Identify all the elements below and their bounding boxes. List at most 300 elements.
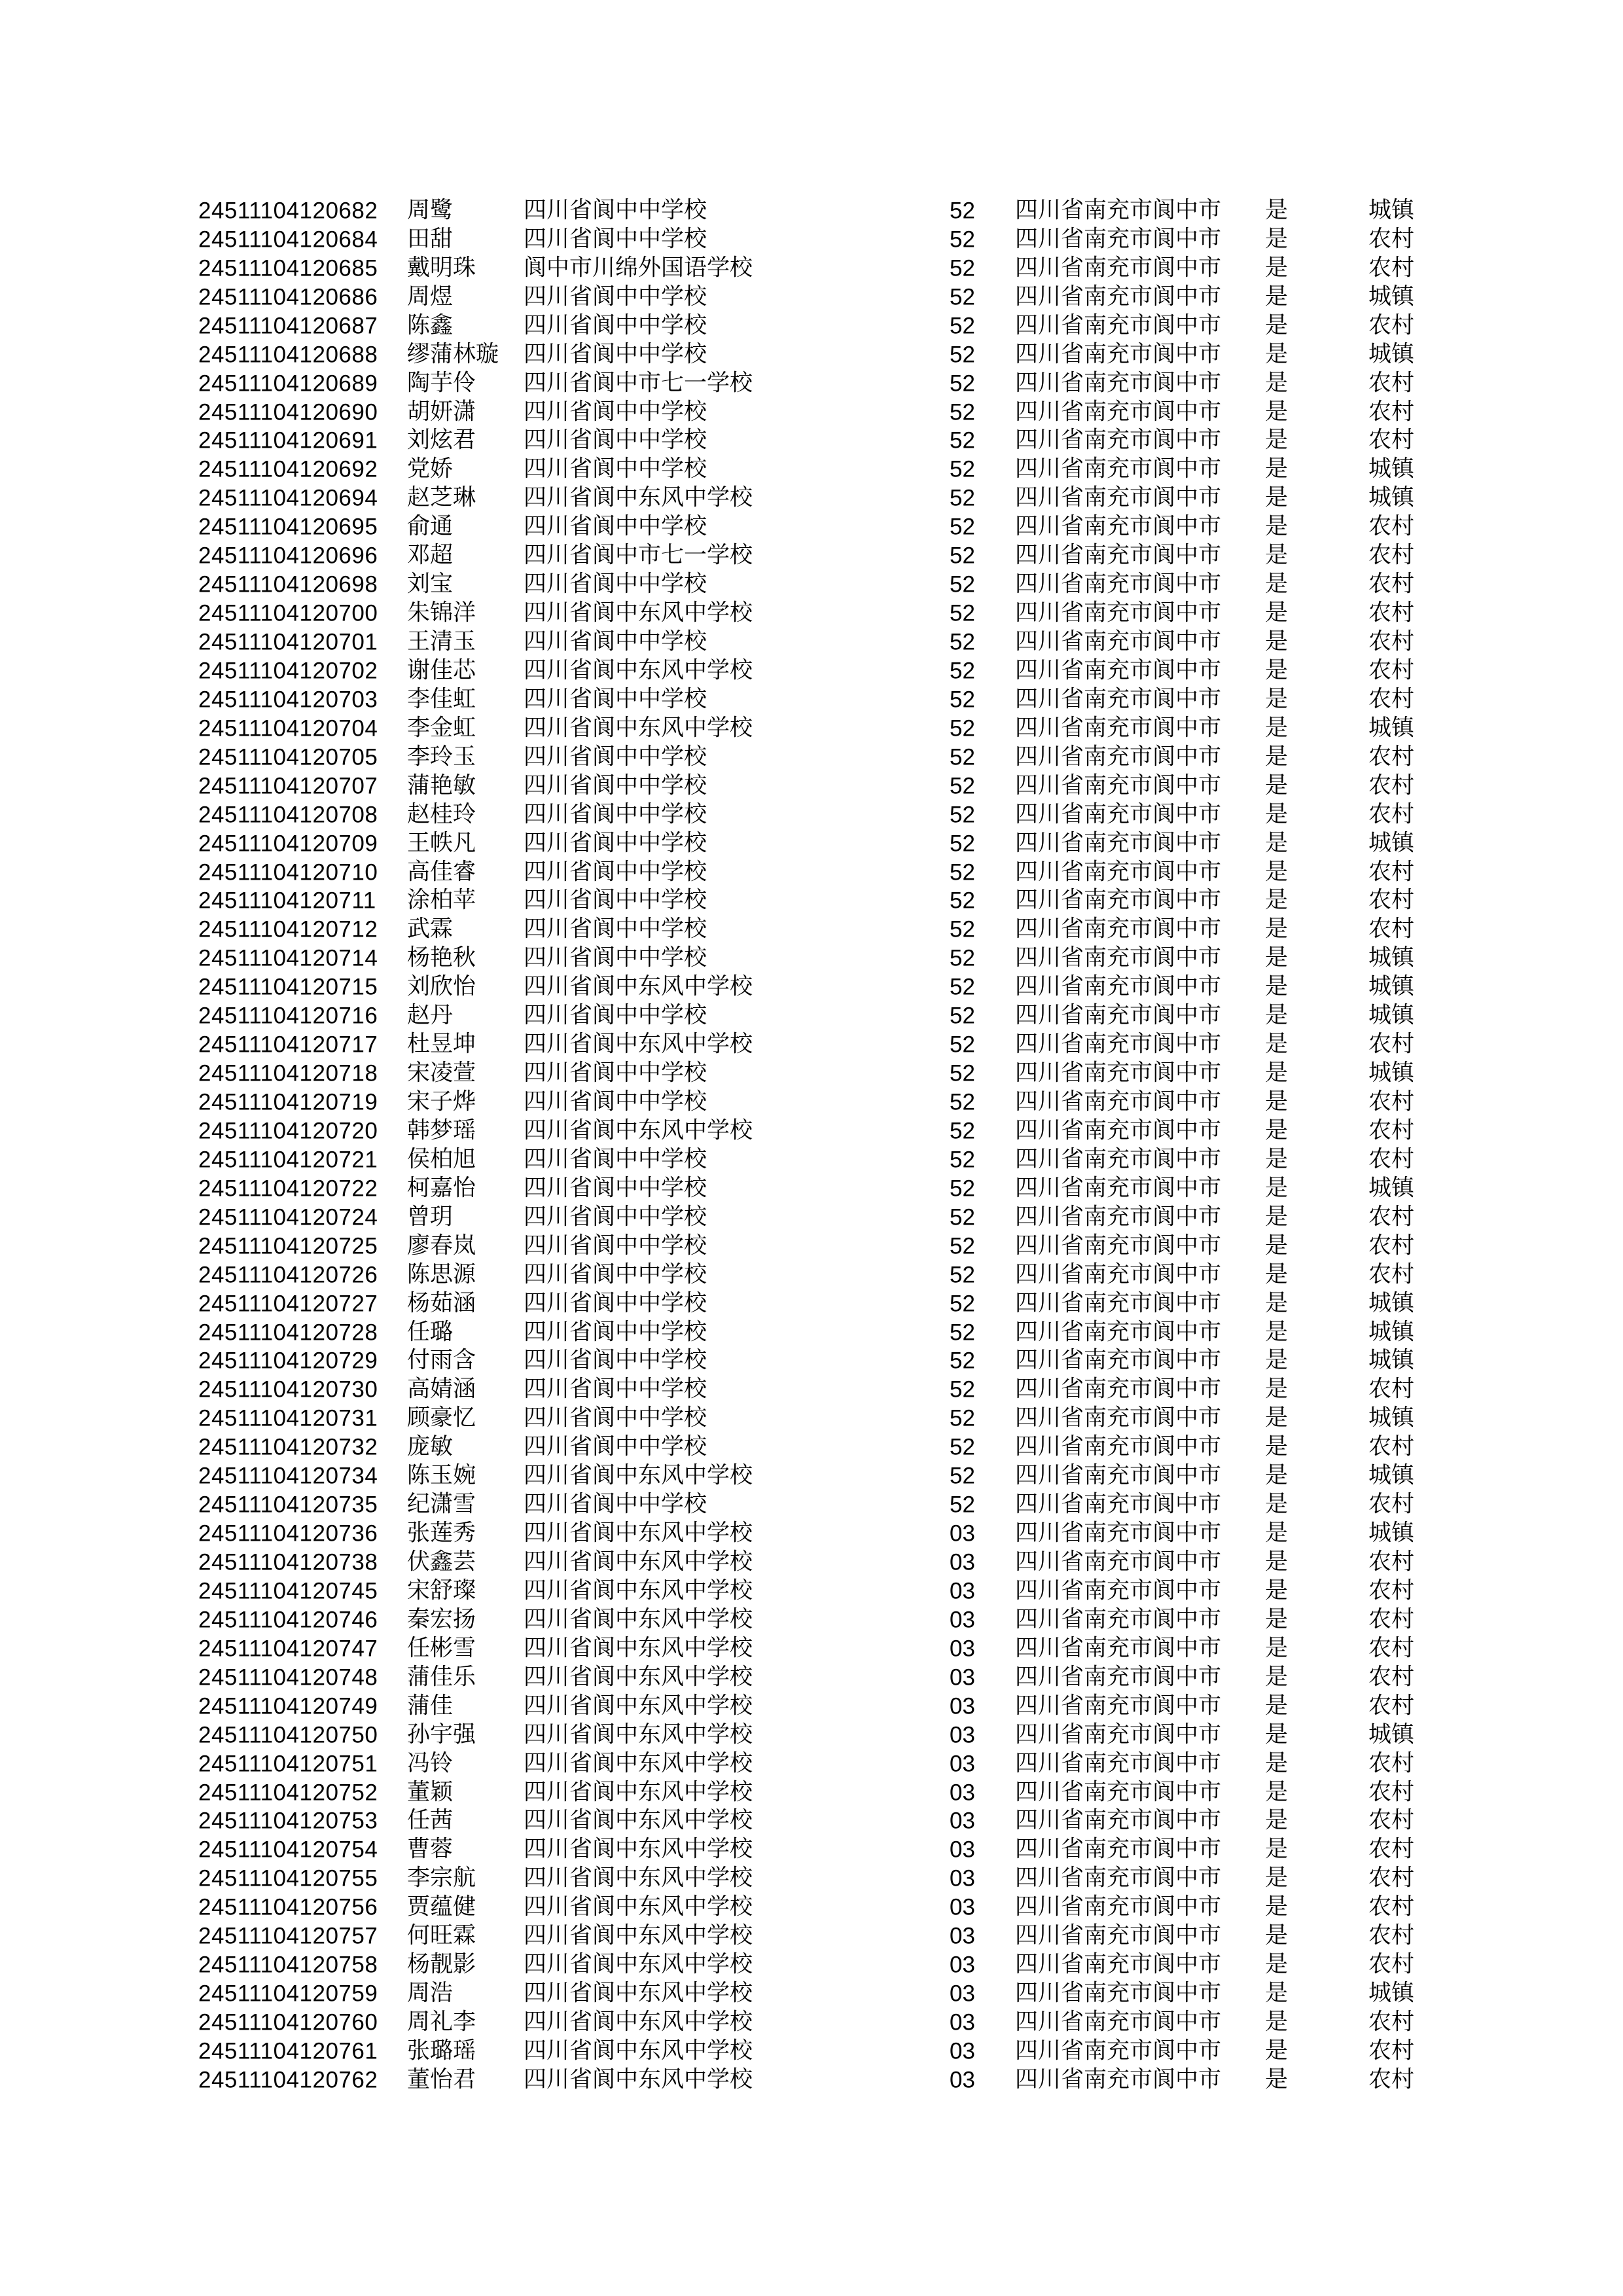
class-code-cell: 52 xyxy=(950,744,975,770)
class-code-cell: 52 xyxy=(950,1405,975,1431)
school-name-cell: 四川省阆中东风中学校 xyxy=(524,657,753,684)
school-name-cell: 四川省阆中中学校 xyxy=(524,859,707,886)
region-cell: 四川省南充市阆中市 xyxy=(1015,283,1222,310)
exam-id-cell: 24511104120701 xyxy=(198,629,378,655)
school-name-cell: 四川省阆中东风中学校 xyxy=(524,1750,753,1777)
class-code-cell: 03 xyxy=(950,1923,975,1949)
school-name-cell: 四川省阆中东风中学校 xyxy=(524,1836,753,1863)
region-cell: 四川省南充市阆中市 xyxy=(1015,830,1222,857)
exam-id-cell: 24511104120725 xyxy=(198,1233,378,1259)
confirm-flag-cell: 是 xyxy=(1265,772,1289,799)
student-name-cell: 孙宇强 xyxy=(407,1721,476,1748)
confirm-flag-cell: 是 xyxy=(1265,542,1289,569)
confirm-flag-cell: 是 xyxy=(1265,226,1289,253)
table-row xyxy=(0,1519,1623,1548)
table-row xyxy=(0,455,1623,484)
table-row xyxy=(0,1203,1623,1232)
class-code-cell: 52 xyxy=(950,399,975,425)
class-code-cell: 52 xyxy=(950,1492,975,1518)
exam-id-cell: 24511104120755 xyxy=(198,1865,378,1892)
exam-id-cell: 24511104120750 xyxy=(198,1722,378,1748)
school-name-cell: 四川省阆中中学校 xyxy=(524,1261,707,1288)
region-cell: 四川省南充市阆中市 xyxy=(1015,197,1222,224)
student-name-cell: 赵芝琳 xyxy=(407,484,476,511)
table-row xyxy=(0,369,1623,398)
confirm-flag-cell: 是 xyxy=(1265,1117,1289,1144)
student-name-cell: 柯嘉怡 xyxy=(407,1175,476,1202)
residence-type-cell: 农村 xyxy=(1368,1204,1415,1230)
residence-type-cell: 城镇 xyxy=(1368,1002,1415,1029)
student-name-cell: 周鹭 xyxy=(407,197,454,224)
residence-type-cell: 城镇 xyxy=(1368,1175,1415,1202)
residence-type-cell: 农村 xyxy=(1368,1376,1415,1403)
table-row xyxy=(0,772,1623,800)
region-cell: 四川省南充市阆中市 xyxy=(1015,1433,1222,1460)
student-name-cell: 陈玉婉 xyxy=(407,1462,476,1489)
confirm-flag-cell: 是 xyxy=(1265,1088,1289,1115)
residence-type-cell: 城镇 xyxy=(1368,1980,1415,2007)
region-cell: 四川省南充市阆中市 xyxy=(1015,1290,1222,1317)
exam-id-cell: 24511104120696 xyxy=(198,543,378,569)
class-code-cell: 52 xyxy=(950,284,975,310)
school-name-cell: 四川省阆中中学校 xyxy=(524,1347,707,1374)
class-code-cell: 52 xyxy=(950,1204,975,1230)
region-cell: 四川省南充市阆中市 xyxy=(1015,715,1222,742)
residence-type-cell: 农村 xyxy=(1368,916,1415,942)
table-row xyxy=(0,1030,1623,1059)
school-name-cell: 四川省阆中中学校 xyxy=(524,772,707,799)
residence-type-cell: 农村 xyxy=(1368,399,1415,425)
class-code-cell: 03 xyxy=(950,1693,975,1719)
exam-id-cell: 24511104120698 xyxy=(198,571,378,598)
class-code-cell: 52 xyxy=(950,342,975,368)
exam-id-cell: 24511104120747 xyxy=(198,1636,378,1662)
residence-type-cell: 农村 xyxy=(1368,1951,1415,1978)
exam-id-cell: 24511104120682 xyxy=(198,198,378,224)
region-cell: 四川省南充市阆中市 xyxy=(1015,1606,1222,1633)
region-cell: 四川省南充市阆中市 xyxy=(1015,600,1222,626)
student-name-cell: 刘欣怡 xyxy=(407,973,476,1000)
residence-type-cell: 城镇 xyxy=(1368,973,1415,1000)
confirm-flag-cell: 是 xyxy=(1265,1405,1289,1431)
table-row xyxy=(0,1979,1623,2008)
student-name-cell: 董颖 xyxy=(407,1779,454,1806)
student-name-cell: 杨艳秋 xyxy=(407,944,476,971)
exam-id-cell: 24511104120718 xyxy=(198,1060,378,1086)
school-name-cell: 四川省阆中中学校 xyxy=(524,1290,707,1317)
table-row xyxy=(0,1692,1623,1721)
exam-id-cell: 24511104120694 xyxy=(198,485,378,511)
region-cell: 四川省南充市阆中市 xyxy=(1015,1807,1222,1834)
table-row xyxy=(0,599,1623,628)
confirm-flag-cell: 是 xyxy=(1265,744,1289,770)
school-name-cell: 四川省阆中中学校 xyxy=(524,1491,707,1518)
exam-id-cell: 24511104120732 xyxy=(198,1434,378,1460)
table-row xyxy=(0,1318,1623,1347)
exam-id-cell: 24511104120753 xyxy=(198,1808,378,1834)
confirm-flag-cell: 是 xyxy=(1265,1433,1289,1460)
residence-type-cell: 城镇 xyxy=(1368,715,1415,742)
table-row xyxy=(0,1835,1623,1864)
residence-type-cell: 农村 xyxy=(1368,427,1415,454)
student-name-cell: 戴明珠 xyxy=(407,255,476,281)
confirm-flag-cell: 是 xyxy=(1265,399,1289,425)
residence-type-cell: 农村 xyxy=(1368,1261,1415,1288)
student-name-cell: 顾豪忆 xyxy=(407,1405,476,1431)
exam-id-cell: 24511104120751 xyxy=(198,1751,378,1777)
region-cell: 四川省南充市阆中市 xyxy=(1015,1031,1222,1058)
residence-type-cell: 城镇 xyxy=(1368,1405,1415,1431)
school-name-cell: 四川省阆中中学校 xyxy=(524,197,707,224)
confirm-flag-cell: 是 xyxy=(1265,1060,1289,1086)
confirm-flag-cell: 是 xyxy=(1265,973,1289,1000)
class-code-cell: 52 xyxy=(950,1089,975,1115)
residence-type-cell: 农村 xyxy=(1368,2066,1415,2093)
student-name-cell: 付雨含 xyxy=(407,1347,476,1374)
school-name-cell: 四川省阆中中学校 xyxy=(524,399,707,425)
school-name-cell: 四川省阆中中学校 xyxy=(524,1088,707,1115)
exam-id-cell: 24511104120689 xyxy=(198,370,378,397)
residence-type-cell: 农村 xyxy=(1368,1664,1415,1691)
table-row xyxy=(0,656,1623,685)
residence-type-cell: 农村 xyxy=(1368,859,1415,886)
table-row xyxy=(0,1864,1623,1893)
region-cell: 四川省南充市阆中市 xyxy=(1015,887,1222,914)
class-code-cell: 52 xyxy=(950,974,975,1000)
exam-id-cell: 24511104120720 xyxy=(198,1118,378,1144)
region-cell: 四川省南充市阆中市 xyxy=(1015,628,1222,655)
student-name-cell: 田甜 xyxy=(407,226,454,253)
exam-id-cell: 24511104120702 xyxy=(198,658,378,684)
class-code-cell: 52 xyxy=(950,831,975,857)
table-row xyxy=(0,1145,1623,1174)
residence-type-cell: 城镇 xyxy=(1368,830,1415,857)
residence-type-cell: 城镇 xyxy=(1368,1290,1415,1317)
table-row xyxy=(0,427,1623,456)
confirm-flag-cell: 是 xyxy=(1265,686,1289,713)
table-row xyxy=(0,887,1623,916)
confirm-flag-cell: 是 xyxy=(1265,1951,1289,1978)
region-cell: 四川省南充市阆中市 xyxy=(1015,1175,1222,1202)
residence-type-cell: 农村 xyxy=(1368,744,1415,770)
student-name-cell: 朱锦洋 xyxy=(407,600,476,626)
school-name-cell: 四川省阆中中学校 xyxy=(524,801,707,828)
school-name-cell: 四川省阆中中学校 xyxy=(524,916,707,942)
table-row xyxy=(0,1893,1623,1922)
confirm-flag-cell: 是 xyxy=(1265,456,1289,482)
student-name-cell: 高婧涵 xyxy=(407,1376,476,1403)
region-cell: 四川省南充市阆中市 xyxy=(1015,513,1222,540)
table-row xyxy=(0,1117,1623,1145)
residence-type-cell: 农村 xyxy=(1368,1232,1415,1259)
student-name-cell: 涂柏苹 xyxy=(407,887,476,914)
class-code-cell: 03 xyxy=(950,1607,975,1633)
residence-type-cell: 农村 xyxy=(1368,1577,1415,1604)
class-code-cell: 52 xyxy=(950,1348,975,1374)
region-cell: 四川省南充市阆中市 xyxy=(1015,1232,1222,1259)
student-name-cell: 张璐瑶 xyxy=(407,2037,476,2064)
student-name-cell: 蒲佳 xyxy=(407,1693,454,1719)
confirm-flag-cell: 是 xyxy=(1265,600,1289,626)
table-row xyxy=(0,398,1623,427)
student-name-cell: 赵丹 xyxy=(407,1002,454,1029)
table-row xyxy=(0,312,1623,340)
exam-id-cell: 24511104120686 xyxy=(198,284,378,310)
class-code-cell: 03 xyxy=(950,1636,975,1662)
exam-id-cell: 24511104120735 xyxy=(198,1492,378,1518)
table-row xyxy=(0,283,1623,312)
table-row xyxy=(0,1721,1623,1749)
region-cell: 四川省南充市阆中市 xyxy=(1015,1836,1222,1863)
region-cell: 四川省南充市阆中市 xyxy=(1015,1779,1222,1806)
exam-id-cell: 24511104120752 xyxy=(198,1780,378,1806)
student-name-cell: 陶芋伶 xyxy=(407,370,476,397)
school-name-cell: 四川省阆中中学校 xyxy=(524,1146,707,1173)
exam-id-cell: 24511104120707 xyxy=(198,773,378,799)
residence-type-cell: 城镇 xyxy=(1368,1721,1415,1748)
residence-type-cell: 农村 xyxy=(1368,571,1415,598)
school-name-cell: 四川省阆中中学校 xyxy=(524,427,707,454)
confirm-flag-cell: 是 xyxy=(1265,715,1289,742)
region-cell: 四川省南充市阆中市 xyxy=(1015,255,1222,281)
class-code-cell: 52 xyxy=(950,658,975,684)
region-cell: 四川省南充市阆中市 xyxy=(1015,427,1222,454)
student-name-cell: 王帙凡 xyxy=(407,830,476,857)
table-row xyxy=(0,1922,1623,1950)
table-row xyxy=(0,628,1623,656)
student-name-cell: 周浩 xyxy=(407,1980,454,2007)
region-cell: 四川省南充市阆中市 xyxy=(1015,1376,1222,1403)
school-name-cell: 四川省阆中东风中学校 xyxy=(524,1980,753,2007)
region-cell: 四川省南充市阆中市 xyxy=(1015,1261,1222,1288)
exam-id-cell: 24511104120685 xyxy=(198,255,378,281)
residence-type-cell: 农村 xyxy=(1368,542,1415,569)
residence-type-cell: 农村 xyxy=(1368,2037,1415,2064)
table-row xyxy=(0,1605,1623,1634)
student-name-cell: 杨茹涵 xyxy=(407,1290,476,1317)
exam-id-cell: 24511104120716 xyxy=(198,1003,378,1029)
class-code-cell: 52 xyxy=(950,543,975,569)
region-cell: 四川省南充市阆中市 xyxy=(1015,744,1222,770)
student-name-cell: 高佳睿 xyxy=(407,859,476,886)
school-name-cell: 四川省阆中中学校 xyxy=(524,312,707,339)
school-name-cell: 四川省阆中东风中学校 xyxy=(524,1664,753,1691)
exam-id-cell: 24511104120712 xyxy=(198,916,378,942)
region-cell: 四川省南充市阆中市 xyxy=(1015,226,1222,253)
table-row xyxy=(0,1634,1623,1663)
region-cell: 四川省南充市阆中市 xyxy=(1015,1204,1222,1230)
school-name-cell: 四川省阆中东风中学校 xyxy=(524,973,753,1000)
confirm-flag-cell: 是 xyxy=(1265,1750,1289,1777)
student-name-cell: 曹蓉 xyxy=(407,1836,454,1863)
residence-type-cell: 城镇 xyxy=(1368,1319,1415,1346)
school-name-cell: 四川省阆中中学校 xyxy=(524,226,707,253)
table-row xyxy=(0,225,1623,254)
school-name-cell: 四川省阆中中学校 xyxy=(524,1175,707,1202)
region-cell: 四川省南充市阆中市 xyxy=(1015,370,1222,397)
school-name-cell: 四川省阆中东风中学校 xyxy=(524,715,753,742)
confirm-flag-cell: 是 xyxy=(1265,1836,1289,1863)
region-cell: 四川省南充市阆中市 xyxy=(1015,1721,1222,1748)
table-row xyxy=(0,1490,1623,1519)
class-code-cell: 03 xyxy=(950,2009,975,2036)
confirm-flag-cell: 是 xyxy=(1265,1693,1289,1719)
school-name-cell: 四川省阆中东风中学校 xyxy=(524,1635,753,1662)
student-name-cell: 任茜 xyxy=(407,1807,454,1834)
region-cell: 四川省南充市阆中市 xyxy=(1015,1577,1222,1604)
region-cell: 四川省南充市阆中市 xyxy=(1015,1060,1222,1086)
class-code-cell: 52 xyxy=(950,802,975,828)
region-cell: 四川省南充市阆中市 xyxy=(1015,2009,1222,2036)
table-row xyxy=(0,1404,1623,1433)
confirm-flag-cell: 是 xyxy=(1265,571,1289,598)
exam-id-cell: 24511104120749 xyxy=(198,1693,378,1719)
class-code-cell: 52 xyxy=(950,1147,975,1173)
student-name-cell: 蒲佳乐 xyxy=(407,1664,476,1691)
region-cell: 四川省南充市阆中市 xyxy=(1015,1635,1222,1662)
school-name-cell: 四川省阆中中学校 xyxy=(524,1433,707,1460)
confirm-flag-cell: 是 xyxy=(1265,916,1289,942)
class-code-cell: 52 xyxy=(950,888,975,914)
school-name-cell: 四川省阆中东风中学校 xyxy=(524,484,753,511)
student-name-cell: 俞通 xyxy=(407,513,454,540)
class-code-cell: 52 xyxy=(950,427,975,454)
confirm-flag-cell: 是 xyxy=(1265,887,1289,914)
school-name-cell: 四川省阆中东风中学校 xyxy=(524,1951,753,1978)
residence-type-cell: 农村 xyxy=(1368,1549,1415,1575)
table-row xyxy=(0,2037,1623,2066)
residence-type-cell: 城镇 xyxy=(1368,197,1415,224)
exam-id-cell: 24511104120756 xyxy=(198,1894,378,1920)
student-name-cell: 伏鑫芸 xyxy=(407,1549,476,1575)
student-name-cell: 刘宝 xyxy=(407,571,454,598)
table-row xyxy=(0,541,1623,570)
class-code-cell: 52 xyxy=(950,687,975,713)
school-name-cell: 四川省阆中中学校 xyxy=(524,456,707,482)
school-name-cell: 四川省阆中东风中学校 xyxy=(524,2009,753,2036)
student-name-cell: 邓超 xyxy=(407,542,454,569)
exam-id-cell: 24511104120708 xyxy=(198,802,378,828)
class-code-cell: 03 xyxy=(950,1837,975,1863)
confirm-flag-cell: 是 xyxy=(1265,1865,1289,1892)
class-code-cell: 03 xyxy=(950,1664,975,1691)
confirm-flag-cell: 是 xyxy=(1265,1549,1289,1575)
residence-type-cell: 农村 xyxy=(1368,1693,1415,1719)
confirm-flag-cell: 是 xyxy=(1265,1807,1289,1834)
class-code-cell: 52 xyxy=(950,226,975,253)
class-code-cell: 52 xyxy=(950,1003,975,1029)
student-name-cell: 秦宏扬 xyxy=(407,1606,476,1633)
school-name-cell: 四川省阆中中学校 xyxy=(524,1232,707,1259)
student-roster-table xyxy=(0,196,1623,2094)
student-name-cell: 贾蕴健 xyxy=(407,1893,476,1920)
residence-type-cell: 农村 xyxy=(1368,657,1415,684)
exam-id-cell: 24511104120684 xyxy=(198,226,378,253)
table-row xyxy=(0,1778,1623,1807)
student-name-cell: 冯铃 xyxy=(407,1750,454,1777)
table-row xyxy=(0,973,1623,1001)
class-code-cell: 52 xyxy=(950,370,975,397)
residence-type-cell: 农村 xyxy=(1368,887,1415,914)
student-name-cell: 李金虹 xyxy=(407,715,476,742)
exam-id-cell: 24511104120761 xyxy=(198,2038,378,2064)
exam-id-cell: 24511104120728 xyxy=(198,1319,378,1346)
exam-id-cell: 24511104120757 xyxy=(198,1923,378,1949)
class-code-cell: 03 xyxy=(950,2038,975,2064)
class-code-cell: 52 xyxy=(950,1175,975,1202)
student-name-cell: 宋子烨 xyxy=(407,1088,476,1115)
confirm-flag-cell: 是 xyxy=(1265,1347,1289,1374)
region-cell: 四川省南充市阆中市 xyxy=(1015,686,1222,713)
student-name-cell: 李宗航 xyxy=(407,1865,476,1892)
table-row xyxy=(0,1001,1623,1030)
residence-type-cell: 城镇 xyxy=(1368,341,1415,368)
region-cell: 四川省南充市阆中市 xyxy=(1015,772,1222,799)
student-name-cell: 赵桂玲 xyxy=(407,801,476,828)
region-cell: 四川省南充市阆中市 xyxy=(1015,944,1222,971)
table-row xyxy=(0,1088,1623,1117)
region-cell: 四川省南充市阆中市 xyxy=(1015,1088,1222,1115)
exam-id-cell: 24511104120690 xyxy=(198,399,378,425)
confirm-flag-cell: 是 xyxy=(1265,1319,1289,1346)
school-name-cell: 四川省阆中东风中学校 xyxy=(524,1577,753,1604)
table-row xyxy=(0,254,1623,283)
residence-type-cell: 农村 xyxy=(1368,312,1415,339)
class-code-cell: 52 xyxy=(950,313,975,339)
confirm-flag-cell: 是 xyxy=(1265,2009,1289,2036)
confirm-flag-cell: 是 xyxy=(1265,1491,1289,1518)
exam-id-cell: 24511104120760 xyxy=(198,2009,378,2036)
confirm-flag-cell: 是 xyxy=(1265,283,1289,310)
table-row xyxy=(0,915,1623,944)
region-cell: 四川省南充市阆中市 xyxy=(1015,1750,1222,1777)
table-row xyxy=(0,2008,1623,2037)
student-name-cell: 庞敏 xyxy=(407,1433,454,1460)
school-name-cell: 四川省阆中东风中学校 xyxy=(524,1721,753,1748)
student-name-cell: 党娇 xyxy=(407,456,454,482)
residence-type-cell: 农村 xyxy=(1368,255,1415,281)
confirm-flag-cell: 是 xyxy=(1265,1664,1289,1691)
region-cell: 四川省南充市阆中市 xyxy=(1015,859,1222,886)
residence-type-cell: 农村 xyxy=(1368,1606,1415,1633)
region-cell: 四川省南充市阆中市 xyxy=(1015,1865,1222,1892)
class-code-cell: 52 xyxy=(950,571,975,598)
region-cell: 四川省南充市阆中市 xyxy=(1015,916,1222,942)
residence-type-cell: 农村 xyxy=(1368,1146,1415,1173)
class-code-cell: 03 xyxy=(950,1549,975,1575)
table-row xyxy=(0,1261,1623,1289)
table-row xyxy=(0,484,1623,512)
table-row xyxy=(0,944,1623,973)
school-name-cell: 四川省阆中市七一学校 xyxy=(524,542,753,569)
confirm-flag-cell: 是 xyxy=(1265,859,1289,886)
student-name-cell: 廖春岚 xyxy=(407,1232,476,1259)
confirm-flag-cell: 是 xyxy=(1265,255,1289,281)
class-code-cell: 52 xyxy=(950,773,975,799)
student-name-cell: 宋凌萱 xyxy=(407,1060,476,1086)
school-name-cell: 四川省阆中东风中学校 xyxy=(524,2066,753,2093)
table-row xyxy=(0,1433,1623,1462)
class-code-cell: 03 xyxy=(950,1751,975,1777)
confirm-flag-cell: 是 xyxy=(1265,427,1289,454)
table-row xyxy=(0,1462,1623,1490)
confirm-flag-cell: 是 xyxy=(1265,1376,1289,1403)
exam-id-cell: 24511104120727 xyxy=(198,1291,378,1317)
exam-id-cell: 24511104120748 xyxy=(198,1664,378,1691)
residence-type-cell: 农村 xyxy=(1368,1031,1415,1058)
residence-type-cell: 城镇 xyxy=(1368,484,1415,511)
table-row xyxy=(0,1577,1623,1605)
